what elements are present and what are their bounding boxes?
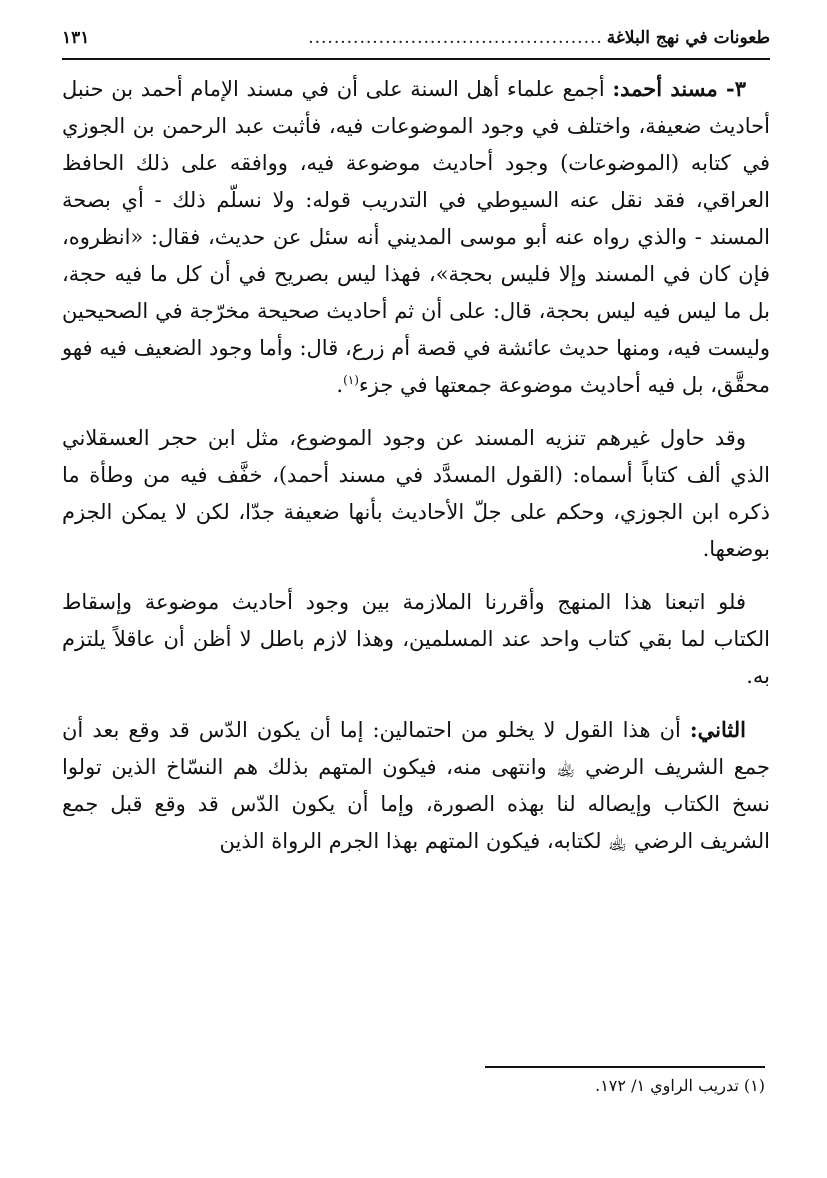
paragraph-conclusion: فلو اتبعنا هذا المنهج وأقررنا الملازمة بين وجود أحاديث موضوعة وإسقاط الكتاب لما بقي كتاب واحد عند المسلمين، وهذا لازم باطل لا أظن أن عاقلاً يلتزم به. xyxy=(62,590,770,688)
footnote: (١) تدريب الراوي ١/ ١٧٢. xyxy=(595,1076,765,1095)
paragraph-heading: الثاني: xyxy=(689,717,746,742)
footnote-reference[interactable]: (١) xyxy=(343,373,359,387)
book-page xyxy=(62,28,770,876)
book-title: طعونات في نهج البلاغة xyxy=(606,28,770,48)
dot-leader: .............................................. xyxy=(308,28,603,48)
footnote-divider xyxy=(485,1066,765,1068)
paragraph-musnad-ahmad xyxy=(62,70,770,404)
paragraph-second-point xyxy=(62,711,770,860)
paragraph-tail: . xyxy=(336,373,344,397)
page-number: ١٣١ xyxy=(62,28,90,48)
paragraph-text: أجمع علماء أهل السنة على أن في مسند الإمام أحمد بن حنبل أحاديث ضعيفة، واختلف في وجود الموضوعات فيه، فأثبت عبد الرحمن بن الجوزي في كتابه (الموضوعات) وجود أحاديث موضوعة فيه، ووافقه على ذلك الحافظ العراقي، فقد نقل عنه السيوطي في التدريب قوله: ولا نسلّم ذلك - أي بصحة المسند - والذي رواه عنه أبو موسى المديني أنه سئل عن حديث، فقال: «انظروه، فإن كان في المسند وإلا فليس بحجة»، فهذا ليس بصريح في أن كل ما فيه حجة، بل ما ليس فيه ليس بحجة، قال: على أن ثم أحاديث صحيحة مخرّجة في الصحيحين وليست فيه، ومنها حديث عائشة في قصة أم زرع، قال: وأما وجود الضعيف فيه فهو محقَّق، بل فيه أحاديث موضوعة جمعتها في جزء xyxy=(62,77,770,397)
paragraph-heading: ٣- مسند أحمد: xyxy=(612,76,746,101)
paragraph-text: أن هذا القول لا يخلو من احتمالين: إما أن يكون الدّس قد وقع بعد أن جمع الشريف الرضي ﵀ وانتهى منه، فيكون المتهم بذلك هم النسّاخ الذين تولوا نسخ الكتاب وإيصاله لنا بهذه الصورة، وإما أن يكون الدّس قد وقع قبل جمع الشريف الرضي ﵀ لكتابه، فيكون المتهم بهذا الجرم الرواة الذين xyxy=(62,718,770,853)
running-header xyxy=(62,28,770,60)
paragraph-ibn-hajar: وقد حاول غيرهم تنزيه المسند عن وجود الموضوع، مثل ابن حجر العسقلاني الذي ألف كتاباً أسماه: (القول المسدَّد في مسند أحمد)، خفَّف فيه من وطأة ما ذكره ابن الجوزي، وحكم على جلّ الأحاديث بأنها ضعيفة جدّا، لكن لا يمكن الجزم بوضعها. xyxy=(62,426,770,561)
body-text xyxy=(62,70,770,860)
